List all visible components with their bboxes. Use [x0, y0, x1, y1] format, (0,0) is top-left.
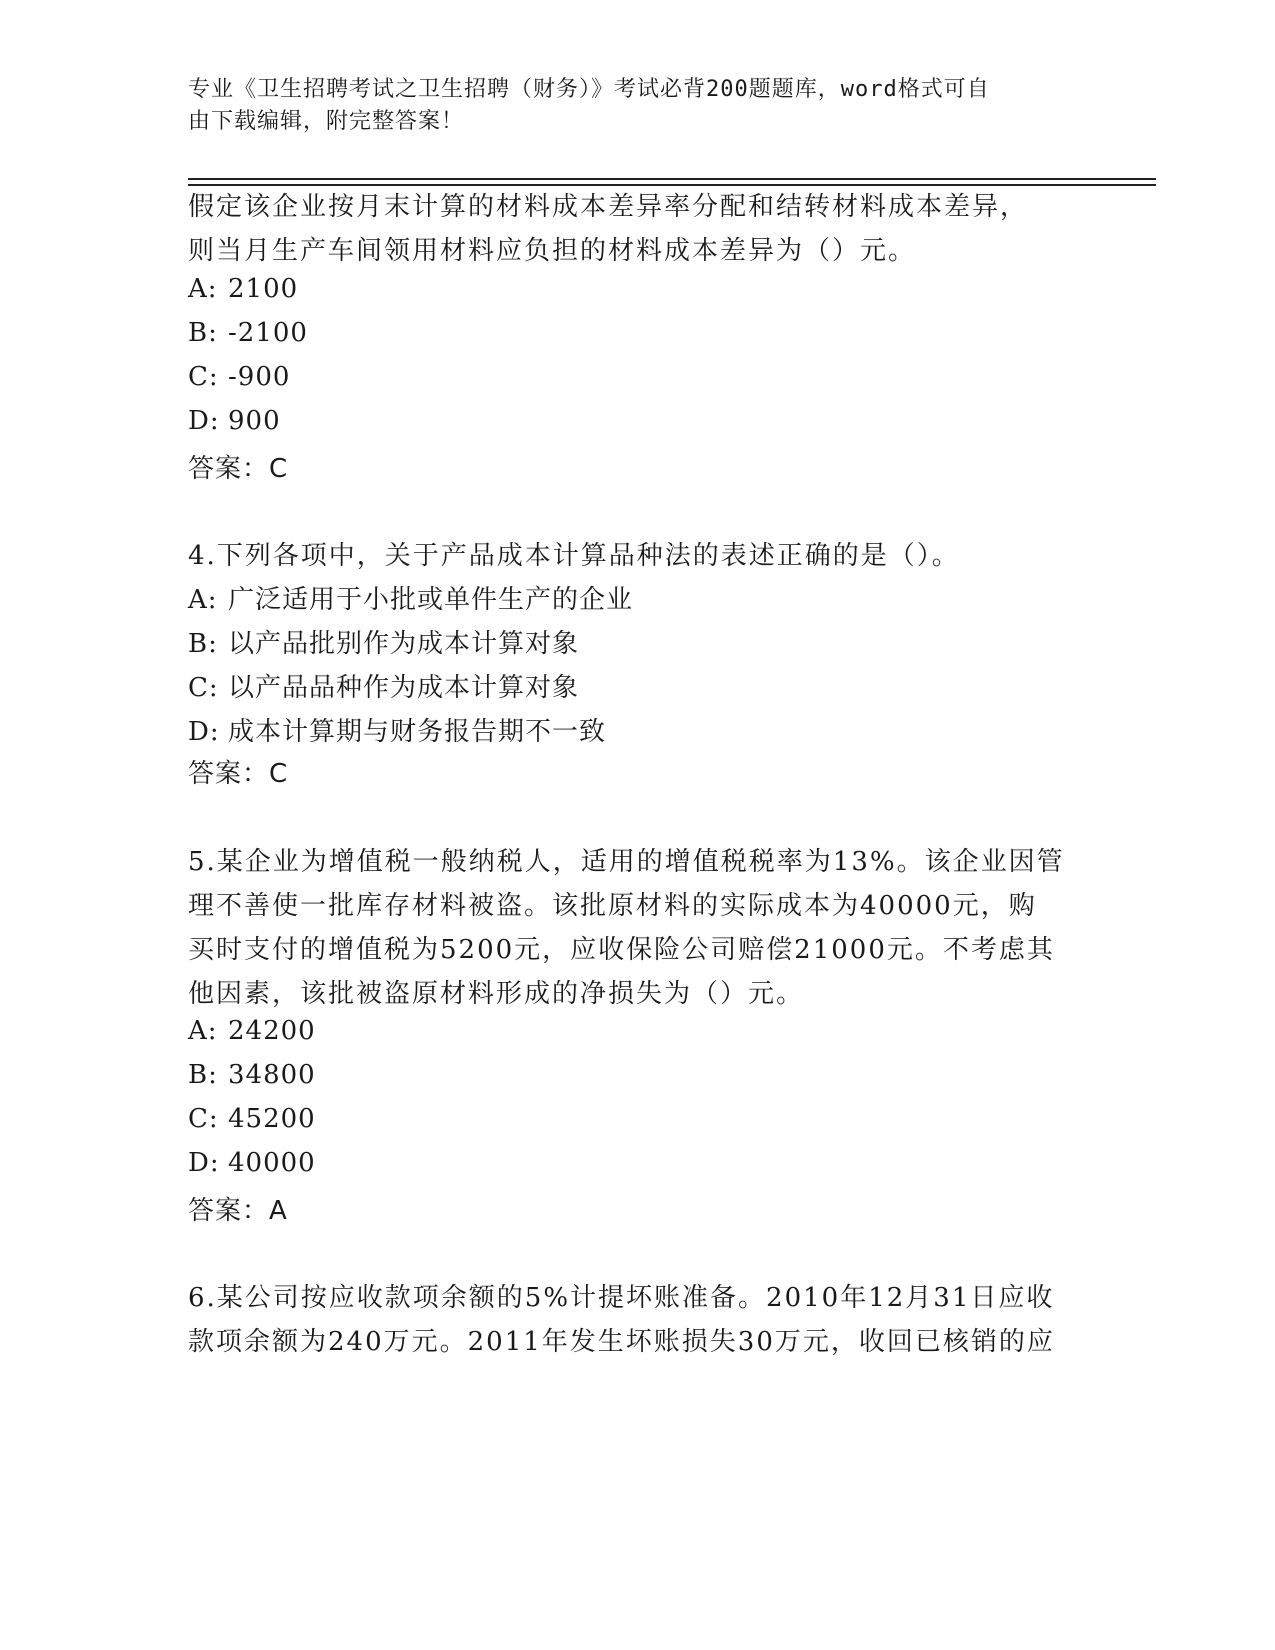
option-text: -900 — [228, 362, 291, 392]
q5-answer: 答案：A — [188, 1196, 288, 1226]
option-key: B: — [188, 1060, 218, 1090]
q3-answer: 答案：C — [188, 454, 289, 484]
option-key: C: — [188, 362, 219, 392]
option-key: C: — [188, 1104, 219, 1134]
q3-option-c — [188, 362, 290, 392]
header-divider-top — [188, 178, 1156, 180]
option-key: B: — [188, 629, 218, 659]
option-text: 40000 — [228, 1148, 316, 1178]
option-key: D: — [188, 717, 220, 747]
option-text: 34800 — [228, 1060, 316, 1090]
q3-option-a — [188, 274, 298, 304]
q6-line-1: 6.某公司按应收款项余额的5%计提坏账准备。2010年12月31日应收 — [188, 1283, 1055, 1313]
option-key: A: — [188, 274, 218, 304]
q5-line-1: 5.某企业为增值税一般纳税人，适用的增值税税率为13%。该企业因管 — [188, 847, 1065, 877]
option-key: D: — [188, 406, 220, 436]
q5-option-c — [188, 1104, 316, 1134]
header-line-2: 由下载编辑，附完整答案！ — [188, 109, 465, 134]
q4-answer: 答案：C — [188, 759, 289, 789]
q3-option-b — [188, 318, 308, 348]
option-key: C: — [188, 673, 219, 703]
option-key: B: — [188, 318, 218, 348]
q3-option-d — [188, 406, 281, 436]
q6-line-2: 款项余额为240万元。2011年发生坏账损失30万元，收回已核销的应 — [188, 1327, 1055, 1357]
q4-option-a — [188, 579, 633, 616]
q5-option-d — [188, 1148, 316, 1178]
q4-option-c — [188, 667, 579, 704]
document-header — [188, 74, 1068, 138]
q3-line-1: 假定该企业按月末计算的材料成本差异率分配和结转材料成本差异， — [188, 192, 1029, 222]
option-text: -2100 — [228, 318, 308, 348]
option-text: 45200 — [228, 1104, 316, 1134]
q4-option-b — [188, 623, 579, 660]
q5-line-2: 理不善使一批库存材料被盗。该批原材料的实际成本为40000元，购 — [188, 891, 1037, 921]
option-text: 广泛适用于小批或单件生产的企业 — [228, 585, 634, 615]
q4-option-d — [188, 711, 606, 748]
q5-line-3: 买时支付的增值税为5200元，应收保险公司赔偿21000元。不考虑其 — [188, 935, 1055, 965]
q5-option-a — [188, 1016, 316, 1046]
q5-line-4: 他因素，该批被盗原材料形成的净损失为（）元。 — [188, 979, 805, 1009]
q3-line-2: 则当月生产车间领用材料应负担的材料成本差异为（）元。 — [188, 236, 917, 266]
q4-line-1: 4.下列各项中，关于产品成本计算品种法的表述正确的是（）。 — [188, 541, 960, 571]
option-text: 24200 — [228, 1016, 316, 1046]
option-key: A: — [188, 585, 218, 615]
header-line-1: 专业《卫生招聘考试之卫生招聘（财务）》考试必背200题题库，word格式可自 — [188, 77, 990, 102]
option-text: 900 — [228, 406, 281, 436]
option-key: A: — [188, 1016, 218, 1046]
option-text: 2100 — [228, 274, 299, 304]
option-key: D: — [188, 1148, 220, 1178]
option-text: 成本计算期与财务报告期不一致 — [228, 717, 607, 747]
q5-option-b — [188, 1060, 316, 1090]
option-text: 以产品批别作为成本计算对象 — [228, 629, 580, 659]
option-text: 以产品品种作为成本计算对象 — [228, 673, 580, 703]
